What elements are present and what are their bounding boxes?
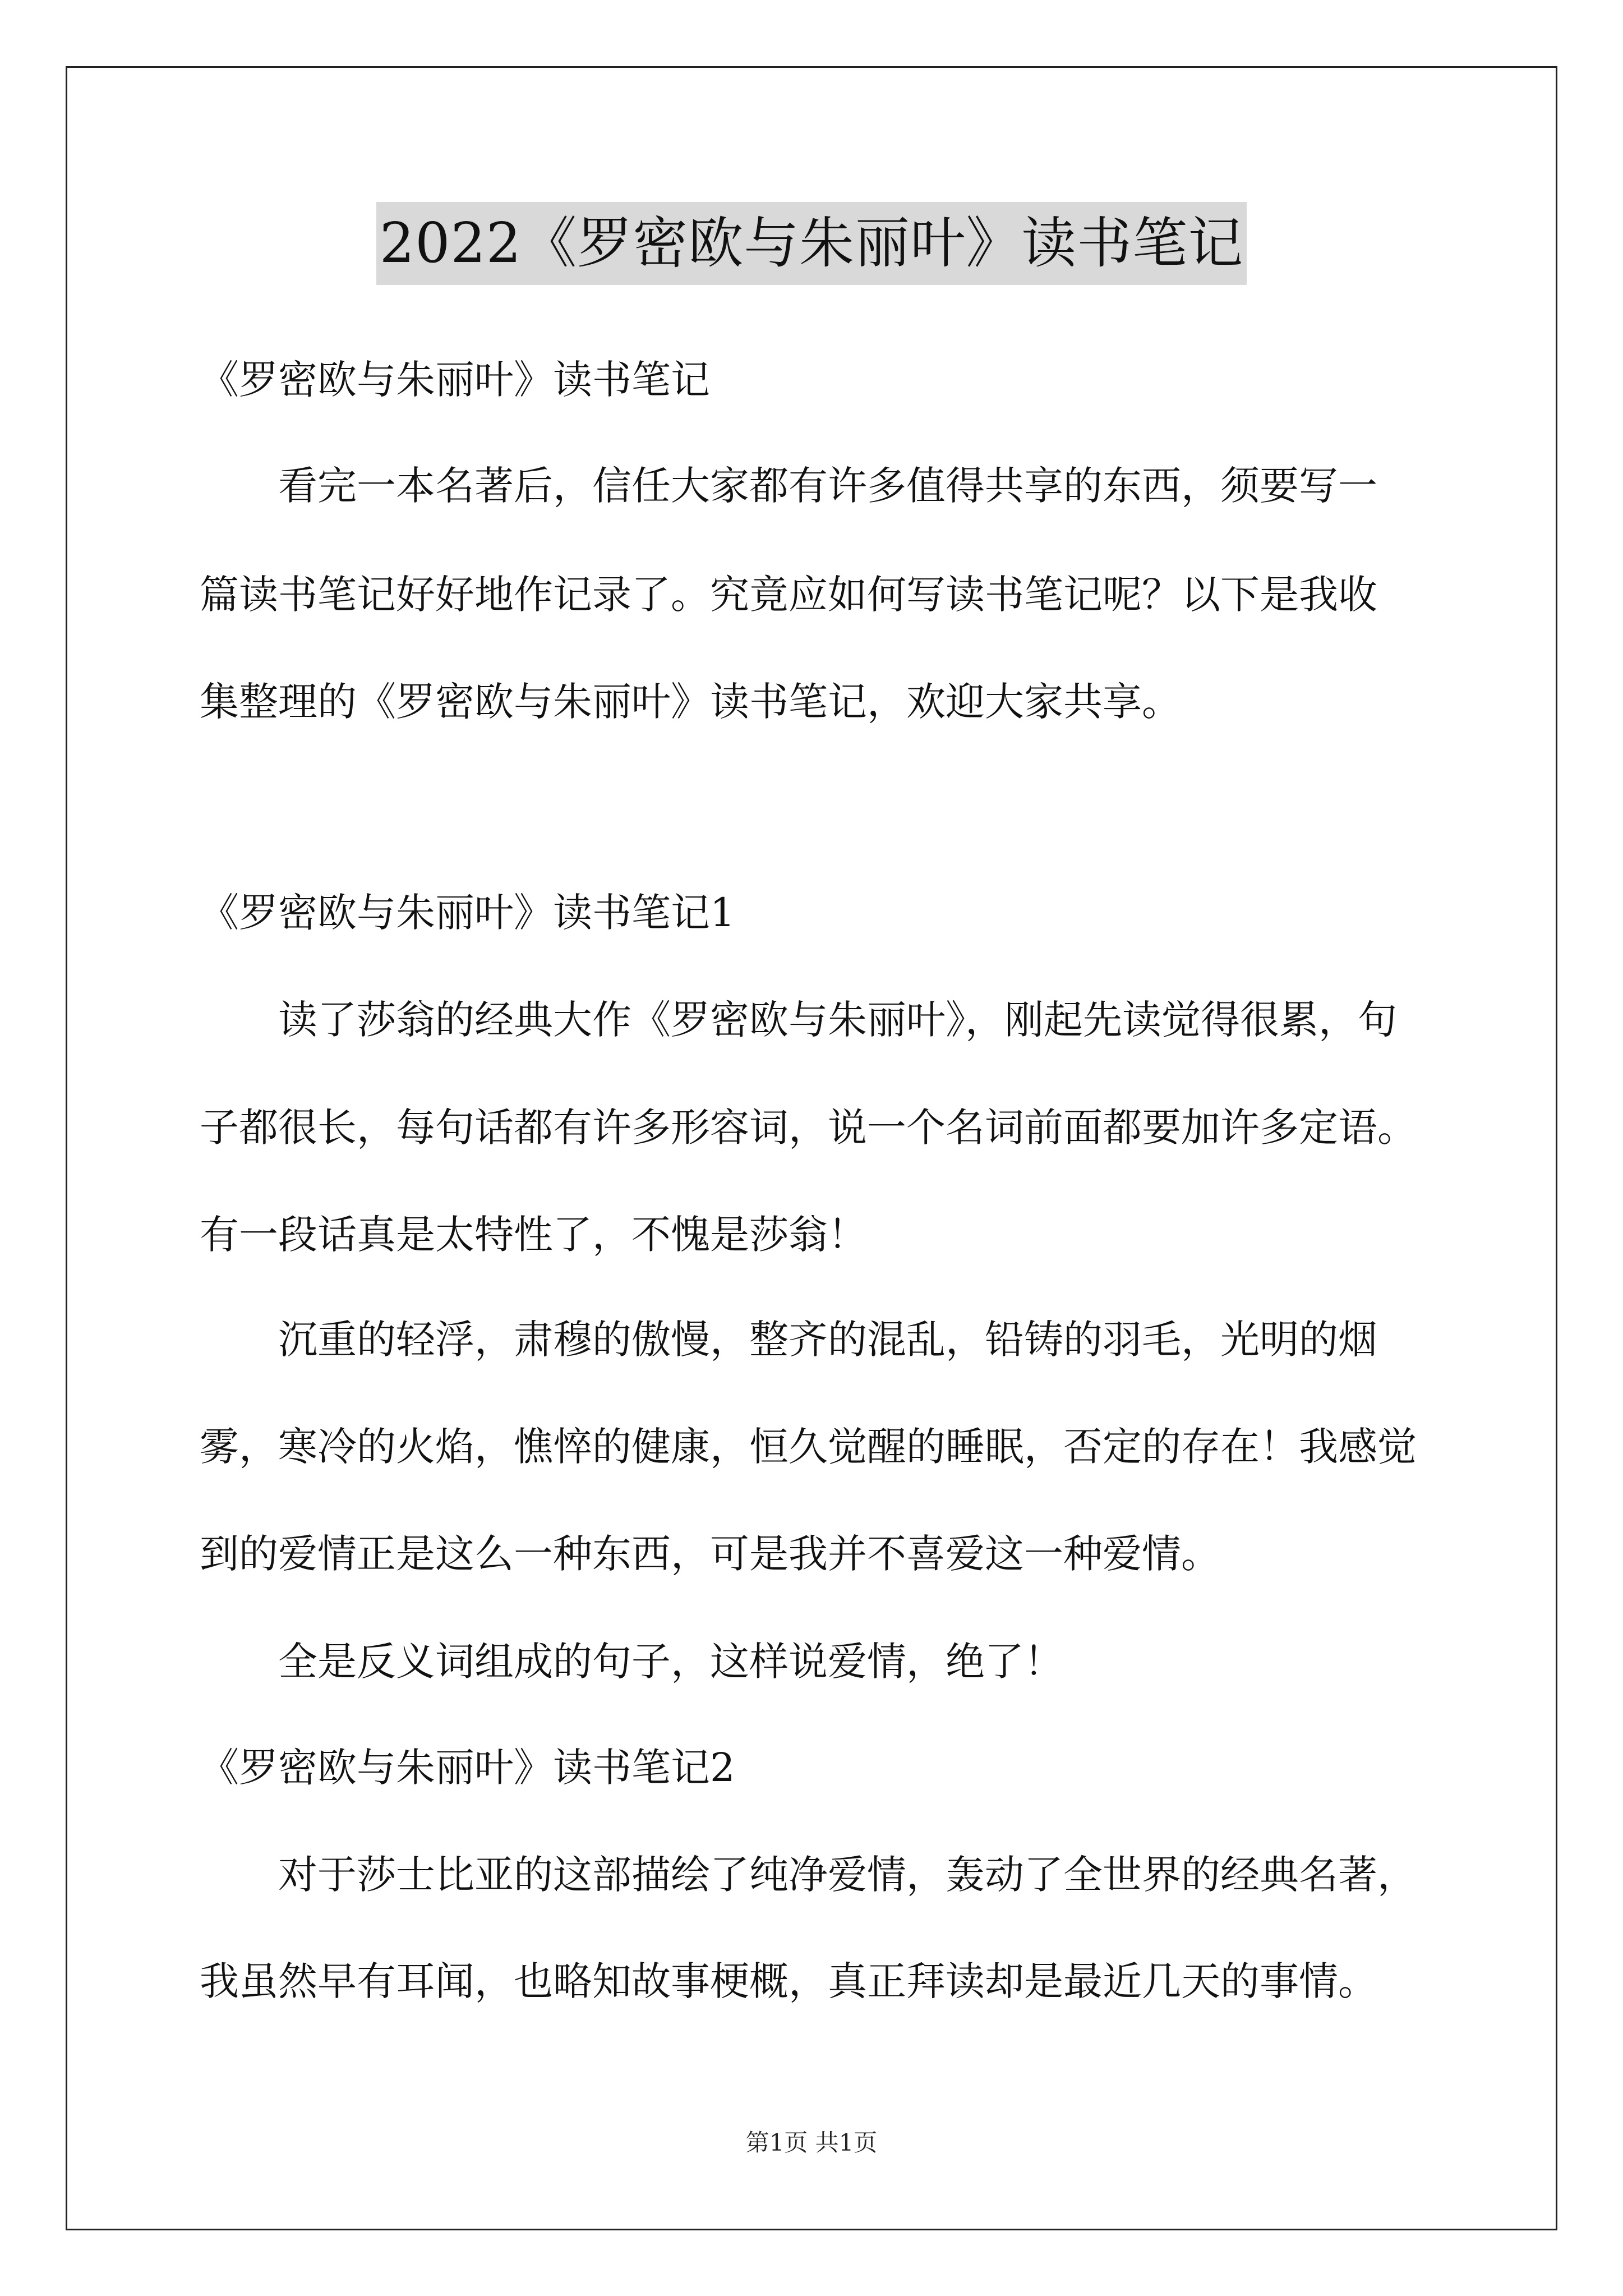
note1-paragraph1-line2: 子都很长，每句话都有许多形容词，说一个名词前面都要加许多定语。 [200, 1105, 1417, 1151]
note2-paragraph1-line2: 我虽然早有耳闻，也略知故事梗概，真正拜读却是最近几天的事情。 [200, 1958, 1377, 2004]
note1-heading: 《罗密欧与朱丽叶》读书笔记1 [200, 890, 735, 936]
note1-paragraph2-line1: 沉重的轻浮，肃穆的傲慢，整齐的混乱，铅铸的羽毛，光明的烟 [278, 1317, 1377, 1363]
note1-paragraph1-line3: 有一段话真是太特性了，不愧是莎翁！ [200, 1212, 867, 1258]
subtitle: 《罗密欧与朱丽叶》读书笔记 [200, 357, 710, 403]
intro-line-2: 篇读书笔记好好地作记录了。究竟应如何写读书笔记呢？以下是我收 [200, 572, 1377, 618]
intro-line-3: 集整理的《罗密欧与朱丽叶》读书笔记，欢迎大家共享。 [200, 679, 1181, 725]
intro-line-1: 看完一本名著后，信任大家都有许多值得共享的东西，须要写一 [278, 463, 1377, 509]
note2-heading: 《罗密欧与朱丽叶》读书笔记2 [200, 1745, 735, 1791]
title-container [0, 202, 1623, 285]
note2-paragraph1-line1: 对于莎士比亚的这部描绘了纯净爱情，轰动了全世界的经典名著， [278, 1852, 1417, 1898]
note1-paragraph3-line1: 全是反义词组成的句子，这样说爱情，绝了！ [278, 1639, 1063, 1685]
note1-paragraph2-line2: 雾，寒冷的火焰，憔悴的健康，恒久觉醒的睡眠，否定的存在！我感觉 [200, 1424, 1417, 1470]
note1-paragraph1-line1: 读了莎翁的经典大作《罗密欧与朱丽叶》，刚起先读觉得很累，句 [278, 997, 1397, 1043]
note1-paragraph2-line3: 到的爱情正是这么一种东西，可是我并不喜爱这一种爱情。 [200, 1531, 1220, 1577]
document-title: 2022《罗密欧与朱丽叶》读书笔记 [376, 202, 1247, 285]
page-number-footer: 第1页 共1页 [745, 2129, 878, 2156]
